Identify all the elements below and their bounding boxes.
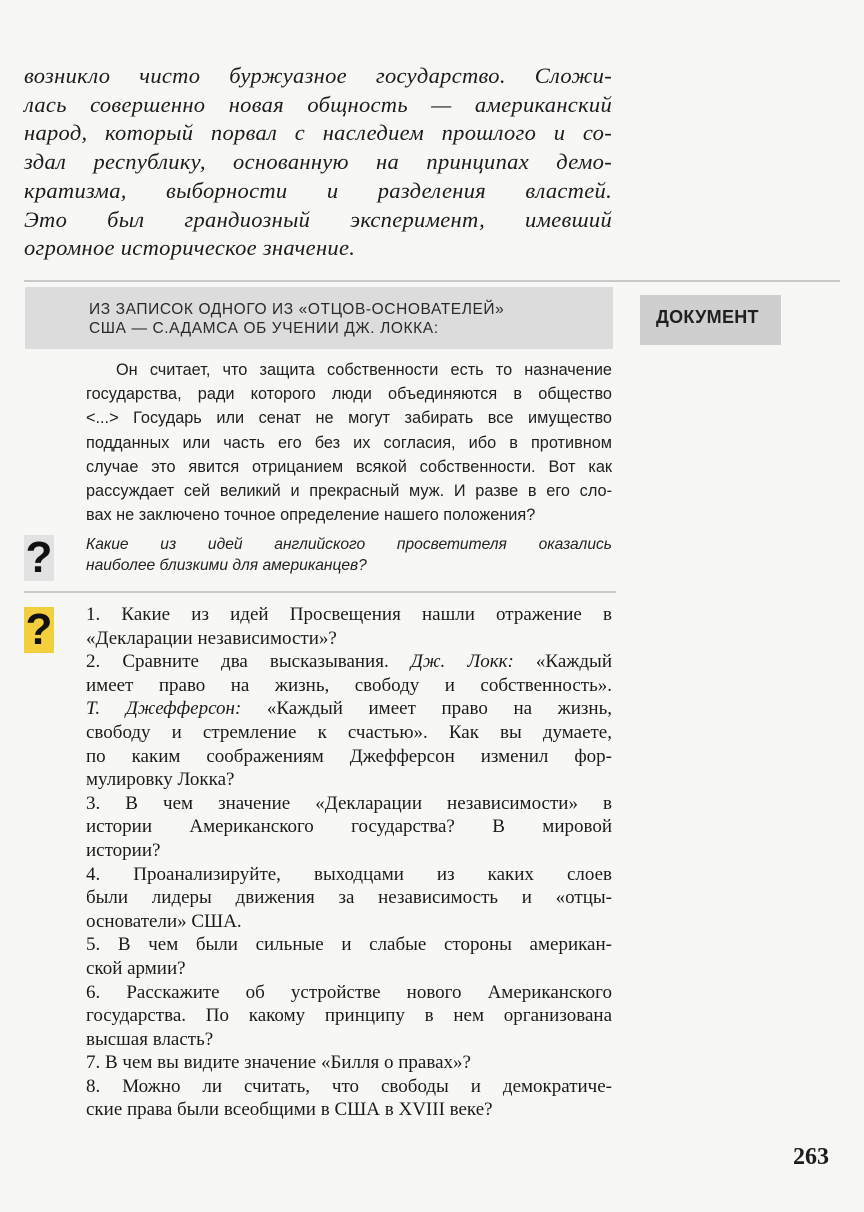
section-divider — [24, 591, 616, 593]
review-questions — [86, 603, 612, 1122]
quote-line: подданных или часть его без их согласия, ибо в противном — [86, 433, 612, 452]
question-line: основатели» США. — [86, 910, 242, 932]
document-task — [86, 534, 612, 576]
document-header-band — [25, 287, 613, 349]
intro-line: огромное историческое значение. — [24, 235, 356, 261]
question-line: 1. Какие из идей Просвещения нашли отражение в — [86, 604, 612, 625]
question-line: истории? — [86, 839, 161, 861]
document-header-title — [89, 300, 609, 338]
question-line: были лидеры движения за независимость и «отцы- — [86, 887, 612, 909]
question-line: 7. В чем вы видите значение «Билля о правах»? — [86, 1052, 471, 1074]
question-line: мулировку Локка? — [86, 769, 235, 791]
question-mark-icon: ? — [25, 533, 53, 582]
question-line: 3. В чем значение «Декларации независимости» в — [86, 792, 612, 814]
document-header-line: ИЗ ЗАПИСОК ОДНОГО ИЗ «ОТЦОВ-ОСНОВАТЕЛЕЙ» — [89, 301, 505, 318]
question-text: «Каждый имеет право на жизнь, — [241, 698, 613, 720]
question-line: ской армии? — [86, 957, 186, 979]
section-divider — [24, 280, 840, 282]
question-line: высшая власть? — [86, 1028, 214, 1050]
question-line: по каким соображениям Джефферсон изменил фор- — [86, 745, 612, 767]
task-line: Какие из идей английского просветителя оказались — [86, 536, 612, 553]
question-text: «Каждый — [513, 651, 612, 673]
question-line: свободу и стремление к счастью». Как вы думаете, — [86, 721, 612, 743]
document-tag — [640, 295, 781, 345]
intro-line: лась совершенно новая общность — американский — [24, 91, 612, 117]
question-text: 2. Сравните два высказывания. — [86, 651, 411, 673]
question-line: государства. По какому принципу в нем организована — [86, 1005, 612, 1027]
quote-line: вах не заключено точное определение нашего положения? — [86, 506, 536, 525]
question-line — [86, 697, 612, 721]
question-line: 8. Можно ли считать, что свободы и демократиче- — [86, 1075, 612, 1097]
question-line: истории Американского государства? В мировой — [86, 816, 612, 838]
quote-line: рассуждает сей великий и прекрасный муж. И разве в его сло- — [86, 482, 612, 501]
task-line: наиболее близкими для американцев? — [86, 557, 367, 574]
question-line: 6. Расскажите об устройстве нового Американского — [86, 981, 612, 1003]
quote-line: <...> Государь или сенат не могут забирать все имущество — [86, 409, 612, 428]
quote-line: случае это явится отрицанием всякой собственности. Вот как — [86, 457, 612, 476]
intro-line: Это был грандиозный эксперимент, имевший — [24, 206, 612, 232]
document-header-line: США — С.АДАМСА ОБ УЧЕНИИ ДЖ. ЛОККА: — [89, 320, 439, 337]
document-tag-label: ДОКУМЕНТ — [656, 307, 759, 327]
question-mark-icon: ? — [25, 605, 53, 654]
page-number: 263 — [793, 1144, 829, 1170]
quote-line: Он считает, что защита собственности есть то назначение — [116, 361, 612, 379]
intro-paragraph — [24, 62, 612, 263]
intro-line: кратизма, выборности и разделения властей. — [24, 177, 612, 203]
intro-line: народ, который порвал с наследием прошлого и со- — [24, 120, 612, 146]
intro-line: здал республику, основанную на принципах демо- — [24, 149, 612, 175]
intro-line: возникло чисто буржуазное государство. Сложи- — [24, 63, 612, 88]
question-line: ские права были всеобщими в США в XVIII веке? — [86, 1099, 493, 1121]
document-quote — [86, 358, 612, 527]
quote-line: государства, ради которого люди объединяются в общество — [86, 385, 612, 404]
quote-author: Дж. Локк: — [410, 651, 514, 673]
quote-author: Т. Джефферсон: — [86, 698, 242, 720]
question-line — [86, 650, 612, 674]
question-line: имеет право на жизнь, свободу и собственность». — [86, 674, 612, 696]
question-line: 5. В чем были сильные и слабые стороны американ- — [86, 934, 612, 956]
question-line: «Декларации независимости»? — [86, 627, 337, 649]
question-line: 4. Проанализируйте, выходцами из каких слоев — [86, 863, 612, 885]
